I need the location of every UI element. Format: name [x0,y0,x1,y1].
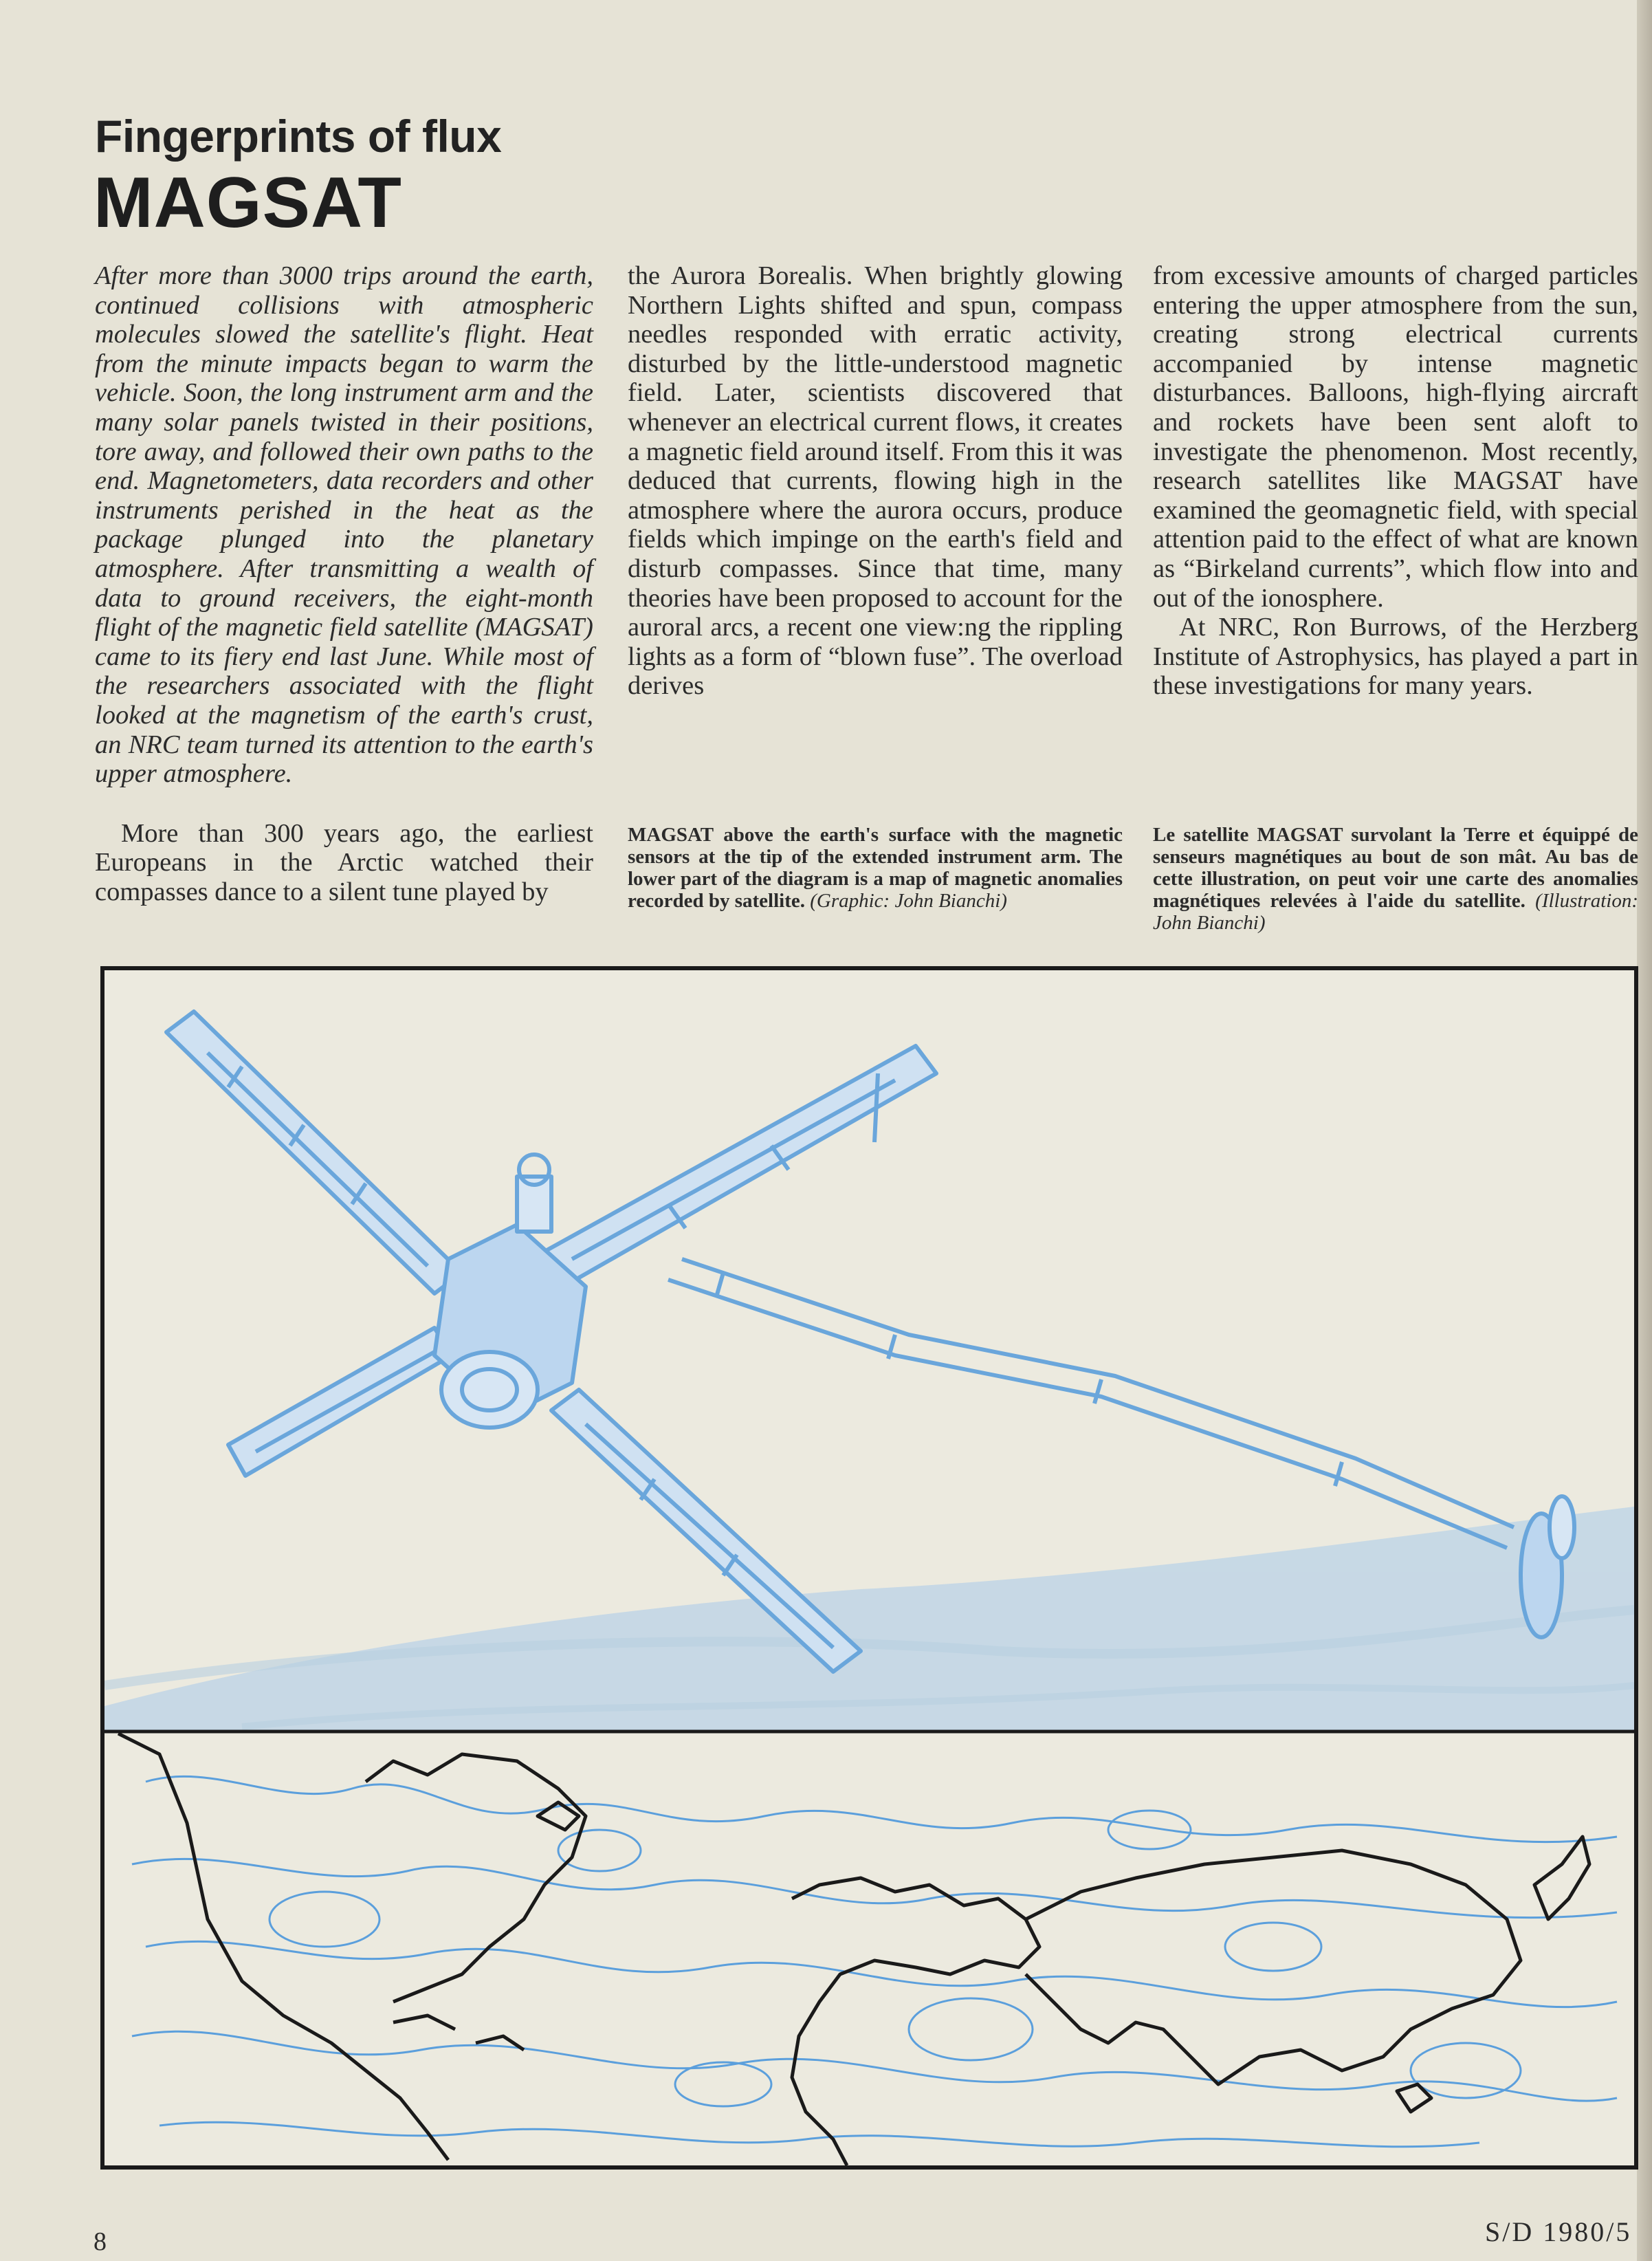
page-edge-shadow [1637,0,1652,2261]
caption-french-text: Le satellite MAGSAT survolant la Terre et équippé de senseurs magnétiques au bout de son mât. Au bas de cette illustration, on peut voir une carte des anomalies magnétiques relevées à l'aide du satellite. [1153,824,1638,912]
caption-english-text: MAGSAT above the earth's surface with the magnetic sensors at the tip of the extended instrument arm. The lower part of the diagram is a map of magnetic anomalies recorded by satellite. [628,824,1123,912]
caption-french [1153,824,1638,934]
body-paragraph-1: More than 300 years ago, the earliest Europeans in the Arctic watched their compasses dance to a silent tune played by [95,818,593,906]
earth-surface-shading [104,1507,1634,1732]
solar-panel-lower-left [228,1328,452,1476]
illustration-svg [104,970,1634,2165]
continent-outlines [118,1734,1589,2165]
caption-french-credit: (Illustration: John Bianchi) [1153,890,1638,934]
issue-label: S/D 1980/5 [1485,2216,1632,2247]
intro-paragraph: After more than 3000 trips around the earth, continued collisions with atmospheric molecules slowed the satellite's flight. Heat from the minute impacts began to warm the vehicle. Soon, the long instrument arm and the many solar panels twisted in their positions, tore away, and followed their own paths to the end. Magnetometers, data recorders and other instruments perished in the heat as the package plunged into the planetary atmosphere. After transmitting a wealth of data to ground receivers, the eight-month flight of the magnetic field satellite (MAGSAT) came to its fiery end last June. While most of the researchers associated with the flight looked at the magnetism of the earth's crust, an NRC team turned its attention to the earth's upper atmosphere. [95,261,593,789]
europe-africa-outline [792,1878,1039,2165]
japan-outline [1534,1837,1589,1919]
instrument-arm [668,1259,1514,1548]
island-outline [1397,2084,1431,2112]
body-paragraph-2: the Aurora Borealis. When brightly glowing Northern Lights shifted and spun, compass needles responded with erratic activity, disturbed by the little-understood magnetic field. Later, scientists discovered that whenever an electrical current flows, it creates a magnetic field around itself. From this it was deduced that currents, flowing high in the atmosphere where the aurora occurs, produce fields which impinge on the earth's field and disturb compasses. Since that time, many theories have been proposed to account for the auroral arcs, a recent one view:ng the rippling lights as a form of “blown fuse”. The overload derives [628,261,1123,701]
article-kicker: Fingerprints of flux [95,111,502,162]
text-column-3 [1153,261,1638,701]
asia-outline [1026,1850,1521,2084]
article-title: MAGSAT [93,163,402,243]
caption-english [628,824,1123,912]
solar-panel-upper-left [166,1012,462,1293]
text-column-1 [95,261,593,906]
caption-english-credit: (Graphic: John Bianchi) [810,890,1007,912]
body-paragraph-4: At NRC, Ron Burrows, of the Herzberg Institute of Astrophysics, has played a part in these investigations for many years. [1153,613,1638,701]
north-america-outline [118,1734,586,2160]
page-number: 8 [93,2227,107,2256]
text-column-2 [628,261,1123,701]
body-paragraph-3: from excessive amounts of charged particles entering the upper atmosphere from the sun, creating strong electrical currents accompanied by intense magnetic disturbances. Balloons, high-flying aircraft and rockets have been sent aloft to investigate the phenomenon. Most recently, research satellites like MAGSAT have examined the geomagnetic field, with special attention paid to the effect of what are known as “Birkeland currents”, which flow into and out of the ionosphere. [1153,261,1638,613]
magsat-illustration [100,966,1638,2170]
